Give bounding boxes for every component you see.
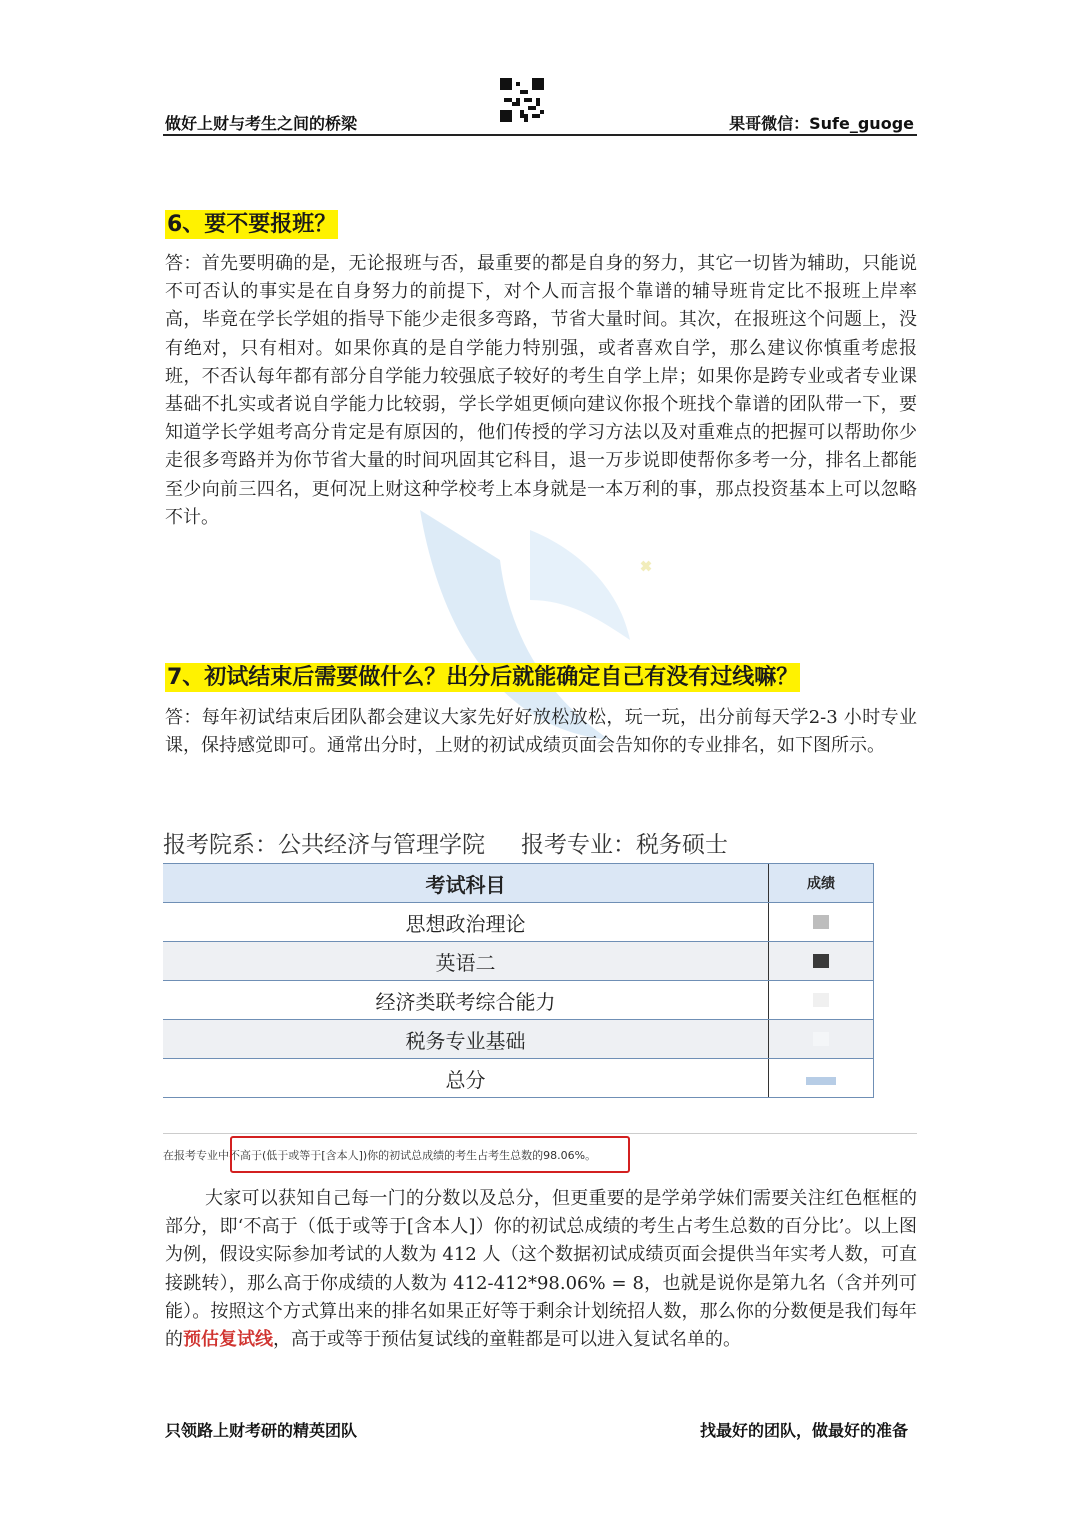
table-caption bbox=[163, 826, 728, 859]
subject-cell: 税务专业基础 bbox=[163, 1020, 769, 1059]
blurred-score bbox=[813, 1032, 829, 1046]
explanation-body: 大家可以获知自己每一门的分数以及总分，但更重要的是学弟学妹们需要关注红色框框的部分，即‘不高于（低于或等于[含本人]）你的初试总成绩的考生占考生总数的百分比’。以上图为例，假设实际参加考试的人数为 412 人（这个数据初试成绩页面会提供当年实考人数，可直接跳转），那么高于你成绩的人数为 412-412*98.06% = 8，也就是说你是第九名（含并列可能）。按照这个方式算出来的排名如果正好等于剩余计划统招人数，那么你的分数便是我们每年的预估复试线，高于或等于预估复试线的童鞋都是可以进入复试名单的。 bbox=[165, 1188, 917, 1351]
blurred-score bbox=[813, 915, 829, 929]
header-divider bbox=[163, 134, 917, 136]
table-row bbox=[163, 1020, 874, 1059]
score-table bbox=[163, 863, 874, 1098]
table-row bbox=[163, 1059, 874, 1098]
table-row bbox=[163, 981, 874, 1020]
note-divider bbox=[163, 1133, 917, 1134]
footer-slogan-right: 找最好的团队，做最好的准备 bbox=[699, 1421, 908, 1440]
table-row bbox=[163, 942, 874, 981]
table-header-row bbox=[163, 864, 874, 903]
qr-code-icon bbox=[500, 78, 544, 122]
section-7-body: 答：每年初试结束后团队都会建议大家先好好放松放松，玩一玩，出分前每天学2-3 小时专业课，保持感觉即可。通常出分时，上财的初试成绩页面会告知你的专业排名，如下图所示。 bbox=[165, 707, 917, 757]
rank-percentage-note: 在报考专业中不高于(低于或等于[含本人])你的初试总成绩的考生占考生总数的98.06%。 bbox=[163, 1149, 597, 1162]
footer-slogan-left: 只领路上财考研的精英团队 bbox=[165, 1421, 358, 1440]
subject-cell: 总分 bbox=[163, 1059, 769, 1098]
caption-department: 报考院系：公共经济与管理学院 bbox=[163, 832, 485, 858]
caption-major: 报考专业：税务硕士 bbox=[521, 832, 728, 858]
header-wechat-contact: 果哥微信：Sufe_guoge bbox=[729, 114, 914, 133]
section-6-title: 6、要不要报班？ bbox=[167, 212, 337, 237]
blurred-score bbox=[813, 993, 829, 1007]
highlight-red-frame bbox=[230, 1136, 630, 1173]
header-subject: 考试科目 bbox=[163, 864, 769, 903]
header-score: 成绩 bbox=[769, 864, 874, 903]
section-7-title: 7、初试结束后需要做什么？出分后就能确定自己有没有过线嘛？ bbox=[167, 665, 799, 690]
header-slogan: 做好上财与考生之间的桥梁 bbox=[165, 114, 358, 133]
blurred-score bbox=[813, 954, 829, 968]
subject-cell: 英语二 bbox=[163, 942, 769, 981]
estimated-cutoff-highlight: 预估复试线 bbox=[183, 1329, 273, 1351]
section-6-body: 答：首先要明确的是，无论报班与否，最重要的都是自身的努力，其它一切皆为辅助，只能说不可否认的事实是在自身努力的前提下，对个人而言报个靠谱的辅导班肯定比不报班上岸率高，毕竟在学长学姐的指导下能少走很多弯路，节省大量时间。其次，在报班这个问题上，没有绝对，只有相对。如果你真的是自学能力特别强，或者喜欢自学，那么建议你慎重考虑报班，不否认每年都有部分自学能力较强底子较好的考生自学上岸；如果你是跨专业或者专业课基础不扎实或者说自学能力比较弱，学长学姐更倾向建议你报个班找个靠谱的团队带一下，要知道学长学姐考高分肯定是有原因的，他们传授的学习方法以及对重难点的把握可以帮助你少走很多弯路并为你节省大量的时间巩固其它科目，退一万步说即使帮你多考一分，排名上都能至少向前三四名，更何况上财这种学校考上本身就是一本万利的事，那点投资基本上可以忽略不计。 bbox=[165, 253, 917, 528]
subject-cell: 经济类联考综合能力 bbox=[163, 981, 769, 1020]
table-row bbox=[163, 903, 874, 942]
subject-cell: 思想政治理论 bbox=[163, 903, 769, 942]
blurred-score bbox=[806, 1077, 836, 1085]
